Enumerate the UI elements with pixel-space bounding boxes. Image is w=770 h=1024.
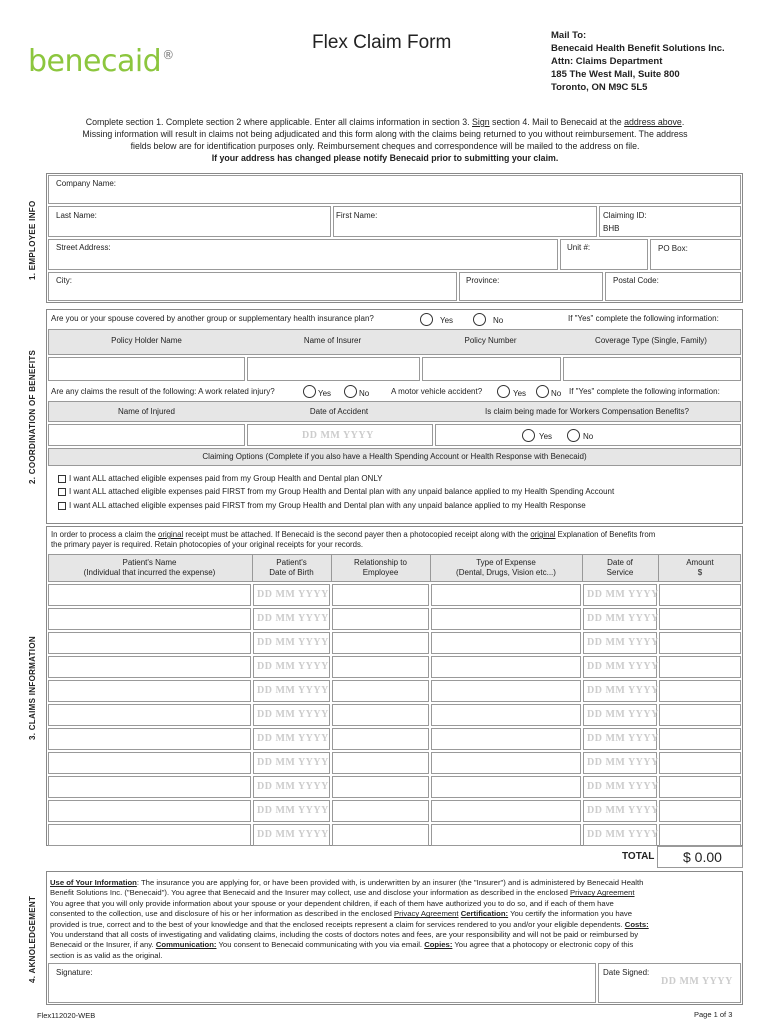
date-placeholder: DD MM YYYY [587,733,659,744]
option-group-only-label: I want ALL attached eligible expenses paid from my Group Health and Dental plan ONLY [69,474,383,483]
postal-code-label: Postal Code: [613,276,659,285]
col-expense-type-input[interactable] [431,632,581,654]
instr-line: fields below are for identification purposes only. Reimbursement cheques and correspondence will be mailed to the address on file. [130,141,640,151]
col-relationship-input[interactable] [332,680,429,702]
col-amount-input[interactable] [659,776,741,798]
work-injury-no-radio[interactable] [344,385,357,398]
col-patient-name-input[interactable] [48,800,251,822]
col-relationship-input[interactable] [332,632,429,654]
date-placeholder: DD MM YYYY [257,685,329,696]
section3-label: 3. CLAIMS INFORMATION [28,636,37,740]
date-placeholder: DD MM YYYY [257,613,329,624]
col-patient-name-input[interactable] [48,824,251,846]
city-field[interactable] [48,272,457,301]
work-injury-yes-label: Yes [318,389,332,398]
claims-header-line: Relationship to [354,558,407,567]
col-expense-type-input[interactable] [431,728,581,750]
policy-holder-input[interactable] [48,357,245,381]
col-insurer: Name of Insurer [303,336,362,345]
benecaid-logo [28,44,173,79]
claims-intro [51,530,741,550]
header-divider [582,554,583,582]
mail-line: Toronto, ON M9C 5L5 [551,82,648,93]
col-patient-name-input[interactable] [48,776,251,798]
intro-original: original [158,530,184,539]
col-amount-input[interactable] [659,680,741,702]
workers-comp-yes-label: Yes [539,432,553,441]
mail-line: Attn: Claims Department [551,56,663,67]
instr-text: Complete section 1. Complete section 2 where applicable. Enter all claims information in section 3. [85,117,472,127]
date-placeholder: DD MM YYYY [587,637,659,648]
col-expense-type-input[interactable] [431,704,581,726]
date-placeholder: DD MM YYYY [587,709,659,720]
col-patient-name-input[interactable] [48,656,251,678]
date-placeholder: DD MM YYYY [587,685,659,696]
col-amount-input[interactable] [659,656,741,678]
claims-header-line: Patient's Name [122,558,177,567]
date-placeholder: DD MM YYYY [587,805,659,816]
col-relationship-input[interactable] [332,776,429,798]
form-title: Flex Claim Form [312,32,452,53]
option-hsa-label: I want ALL attached eligible expenses paid FIRST from my Group Health and Dental plan with any unpaid balance applied to my Health Spending Account [69,487,615,496]
page-number: Page 1 of 3 [694,1010,733,1019]
street-address-field[interactable] [48,239,558,270]
intro-original: original [530,530,556,539]
instr-sign: Sign [472,117,490,127]
col-relationship-input[interactable] [332,608,429,630]
date-placeholder: DD MM YYYY [257,589,329,600]
col-patient-name-input[interactable] [48,608,251,630]
signature-field[interactable] [48,963,596,1003]
col-patient-name-input[interactable] [48,728,251,750]
privacy-agreement-link: Privacy Agreement [394,909,459,919]
comm-heading: Communication: [155,940,217,950]
province-label: Province: [466,276,500,285]
form-code: Flex112020-WEB [37,1011,96,1020]
use-heading: Use of Your Information [50,878,137,887]
option-health-response-checkbox[interactable] [58,502,66,510]
col-relationship-input[interactable] [332,800,429,822]
col-patient-name [48,558,251,578]
privacy-agreement-link: Privacy Agreement [569,888,635,898]
instructions [24,116,746,164]
instr-line: Missing information will result in claims not being adjudicated and this form along with the claims being returned to you without reimbursement. The address [82,129,688,139]
date-placeholder: DD MM YYYY [257,781,329,792]
col-amount-input[interactable] [659,608,741,630]
col-amount-input[interactable] [659,800,741,822]
instr-text: section 4. Mail to Benecaid at the [489,117,625,127]
date-placeholder: DD MM YYYY [587,829,659,840]
legal-text: provided is true, correct and to the best of your knowledge and that the enclosed receipts represent a claim for services rendered to you and/or your eligible dependents. [50,919,625,929]
total-label: TOTAL [622,851,655,862]
mail-line: Benecaid Health Benefit Solutions Inc. [551,43,725,54]
legal-text: Benecaid or the Insurer, if any. [50,940,156,950]
unit-label: Unit #: [567,243,591,252]
col-expense-type [431,558,581,578]
col-relationship-input[interactable] [332,704,429,726]
date-placeholder: DD MM YYYY [587,613,659,624]
header-divider [430,554,431,582]
name-injured-input[interactable] [48,424,245,446]
motor-yes-label: Yes [513,389,527,398]
legal-text: : The insurance you are applying for, or have been provided with, is underwritten by an insurer (the "Insurer") and is administered by Benecaid Health [136,878,644,887]
policy-number-input[interactable] [422,357,561,381]
legal-text: You understand that all costs of investigating and validating claims, including the costs of doctors notes and fees, are your responsibility and will not be paid or reimbursed by [50,930,639,940]
claiming-id-value: BHB [603,224,620,233]
instr-text: . [681,117,685,127]
intro-text: Explanation of Benefits from [555,530,656,539]
claims-header-line: Employee [362,568,399,577]
legal-text: You agree that a photocopy or electronic copy of this [452,940,634,950]
date-placeholder: DD MM YYYY [257,709,329,720]
legal-text: consented to the collection, use and disclosure of his or her information as described in the enclosed [50,909,395,919]
col-patient-name-input[interactable] [48,632,251,654]
col-patient-dob [253,558,330,578]
date-signed-placeholder: DD MM YYYY [661,976,733,987]
signature-label: Signature: [56,968,93,977]
motor-yes-radio[interactable] [497,385,510,398]
col-expense-type-input[interactable] [431,584,581,606]
date-placeholder: DD MM YYYY [257,757,329,768]
first-name-label: First Name: [336,211,378,220]
col-patient-name-input[interactable] [48,752,251,774]
col-patient-name-input[interactable] [48,584,251,606]
coverage-yes-label: Yes [440,316,454,325]
col-amount-input[interactable] [659,728,741,750]
col-amount-input[interactable] [659,704,741,726]
section2-label: 2. COORDINATION OF BENEFITS [28,349,37,485]
workers-comp-no-radio[interactable] [567,429,580,442]
coverage-no-label: No [493,316,504,325]
acknowledgement-text [50,878,740,961]
col-relationship-input[interactable] [332,584,429,606]
work-injury-yes-radio[interactable] [303,385,316,398]
claims-header-line: Type of Expense [476,558,536,567]
col-relationship-input[interactable] [332,728,429,750]
col-patient-name-input[interactable] [48,680,251,702]
option-health-response-label: I want ALL attached eligible expenses paid FIRST from my Group Health and Dental plan with any unpaid balance applied to my Health Response [69,501,586,510]
instr-address-notice: If your address has changed please notify Benecaid prior to submitting your claim. [211,153,559,163]
col-relationship [332,558,429,578]
claiming-id-label: Claiming ID: [603,211,647,220]
mail-line: Mail To: [551,30,587,41]
header-divider [658,554,659,582]
claims-header-line: Amount [686,558,714,567]
date-placeholder: DD MM YYYY [587,661,659,672]
motor-no-label: No [551,389,562,398]
injury-question: Are any claims the result of the following: A work related injury? [51,387,275,396]
date-placeholder: DD MM YYYY [257,805,329,816]
coverage-yes-radio[interactable] [420,313,433,326]
col-relationship-input[interactable] [332,752,429,774]
workers-comp-no-label: No [583,432,594,441]
po-box-label: PO Box: [658,244,688,253]
costs-heading: Costs: [624,919,649,929]
header-divider [331,554,332,582]
legal-text: You agree that you will only provide information about your spouse or your dependent children, if each of them have authorized you to do so, and if each of them have [50,898,614,908]
col-expense-type-input[interactable] [431,824,581,846]
coverage-question: Are you or your spouse covered by another group or supplementary health insurance plan? [51,314,374,323]
col-patient-name-input[interactable] [48,704,251,726]
motor-no-radio[interactable] [536,385,549,398]
coverage-type-input[interactable] [563,357,741,381]
col-amount-input[interactable] [659,632,741,654]
legal-text: You consent to Benecaid communicating with you via email. [216,940,425,950]
claims-header-line: Service [606,568,634,577]
street-address-label: Street Address: [56,243,111,252]
claiming-options-title: Claiming Options (Complete if you also have a Health Spending Account or Health Response with Benecaid) [202,452,587,461]
legal-text: Benefit Solutions Inc. ("Benecaid"). You agree that Benecaid and the Insurer may collect, use and disclose your information as described in the enclosed [50,888,570,898]
col-expense-type-input[interactable] [431,680,581,702]
city-label: City: [56,276,72,285]
date-placeholder: DD MM YYYY [257,637,329,648]
col-date-accident: Date of Accident [309,407,369,416]
last-name-label: Last Name: [56,211,97,220]
total-value: $ 0.00 [683,849,722,865]
col-amount-input[interactable] [659,752,741,774]
date-signed-label: Date Signed: [603,968,650,977]
col-expense-type-input[interactable] [431,800,581,822]
work-injury-no-label: No [359,389,370,398]
intro-text: receipt must be attached. If Benecaid is the second payer then a photocopied receipt along with the [183,530,531,539]
col-expense-type-input[interactable] [431,752,581,774]
instr-address-link: address above [624,117,682,127]
option-group-only-checkbox[interactable] [58,475,66,483]
col-policy-number: Policy Number [464,336,517,345]
section1-label: 1. EMPLOYEE INFO [28,200,37,280]
col-relationship-input[interactable] [332,656,429,678]
col-amount [659,558,741,578]
date-placeholder: DD MM YYYY [587,589,659,600]
copies-heading: Copies: [424,940,453,950]
date-placeholder: DD MM YYYY [587,757,659,768]
company-name-field[interactable] [48,175,741,204]
col-relationship-input[interactable] [332,824,429,846]
col-coverage-type: Coverage Type (Single, Family) [595,336,707,345]
coverage-no-radio[interactable] [473,313,486,326]
registered-mark: ® [162,48,174,62]
claims-header-line: (Individual that incurred the expense) [83,568,216,577]
date-placeholder: DD MM YYYY [587,781,659,792]
section4-label: 4. AKNOLEDGEMENT [28,895,37,983]
mail-to-address [551,29,725,94]
claims-header-line: Date of Birth [269,568,314,577]
col-expense-type-input[interactable] [431,656,581,678]
col-policy-holder: Policy Holder Name [111,336,182,345]
date-placeholder: DD MM YYYY [257,661,329,672]
header-divider [252,554,253,582]
logo-text: benecaid [28,44,162,79]
col-workers-comp: Is claim being made for Workers Compensation Benefits? [485,407,689,416]
mail-line: 185 The West Mall, Suite 800 [551,69,680,80]
col-amount-input[interactable] [659,584,741,606]
intro-text: In order to process a claim the [51,530,159,539]
col-name-injured: Name of Injured [118,407,175,416]
legal-text: section is as valid as the original. [50,950,163,960]
date-accident-placeholder: DD MM YYYY [302,430,374,441]
date-placeholder: DD MM YYYY [257,829,329,840]
coverage-note: If "Yes" complete the following information: [568,314,719,323]
insurer-input[interactable] [247,357,420,381]
col-expense-type-input[interactable] [431,608,581,630]
company-name-label: Company Name: [56,179,117,188]
claims-header-line: $ [697,568,703,577]
intro-line2: the primary payer is required. Retain photocopies of your original receipts for your records. [51,540,364,549]
cert-heading: Certification: [460,909,509,919]
injury-note: If "Yes" complete the following information: [569,387,720,396]
claims-header-line: Date of [607,558,633,567]
col-amount-input[interactable] [659,824,741,846]
motor-vehicle-question: A motor vehicle accident? [391,387,483,396]
col-date-service [583,558,657,578]
workers-comp-yes-radio[interactable] [522,429,535,442]
claims-header-line: (Dental, Drugs, Vision etc...) [456,568,556,577]
date-placeholder: DD MM YYYY [257,733,329,744]
col-expense-type-input[interactable] [431,776,581,798]
option-hsa-checkbox[interactable] [58,488,66,496]
legal-text: You certify the information you have [508,909,633,919]
claims-header-line: Patient's [276,558,307,567]
